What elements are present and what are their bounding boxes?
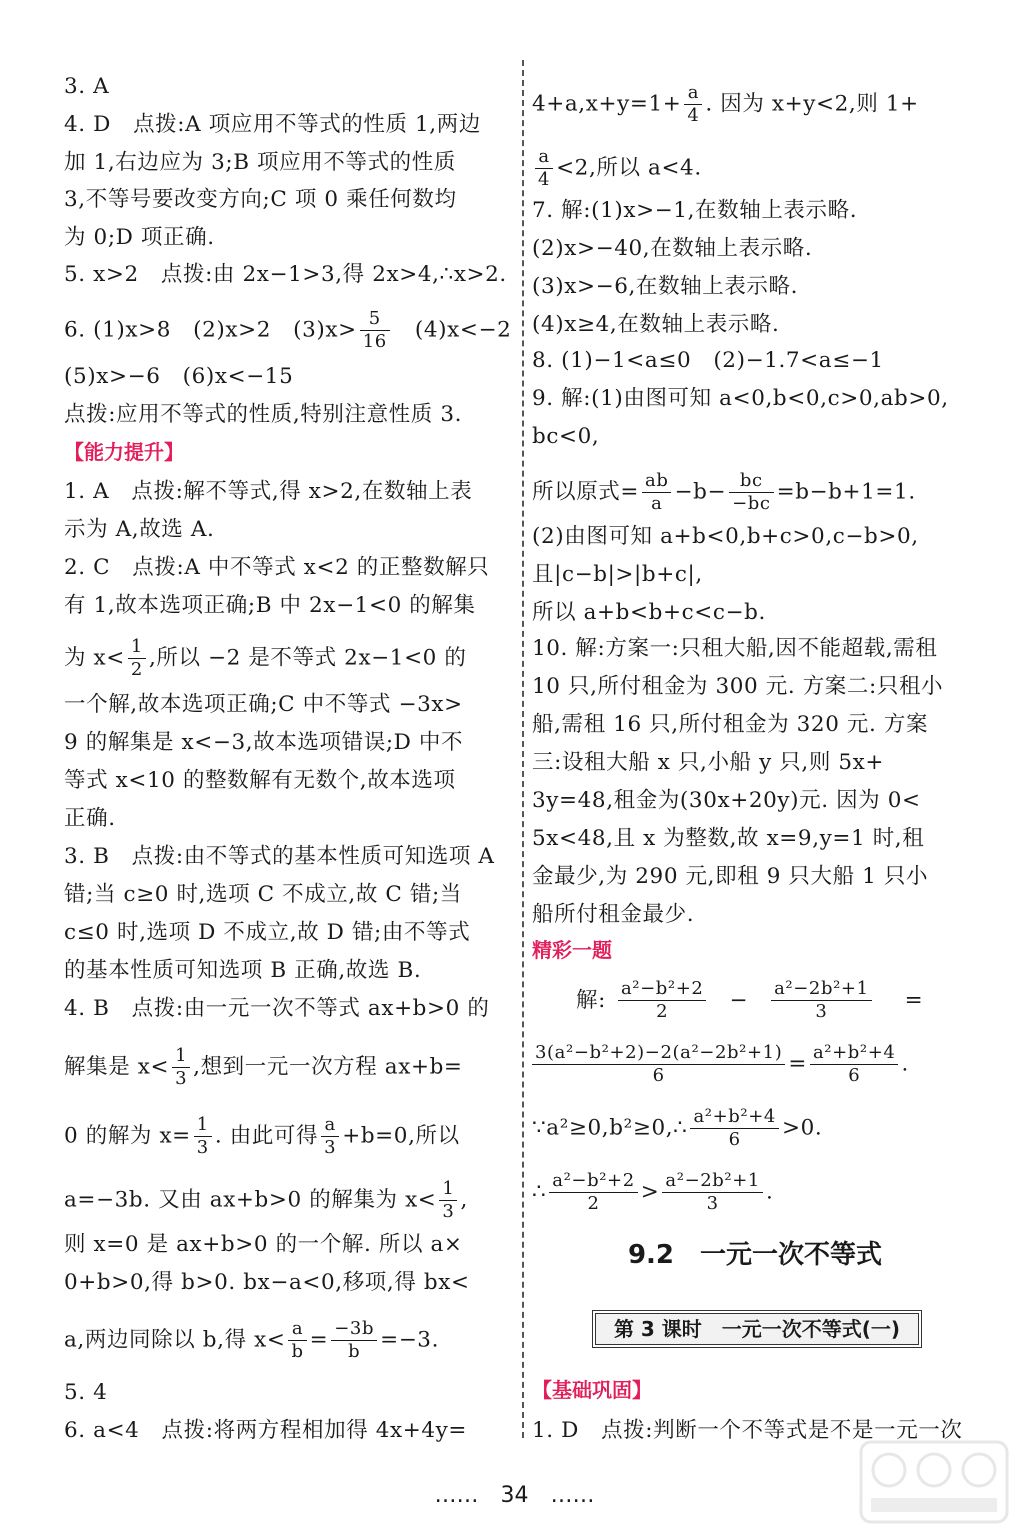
lesson-box [592,1310,922,1348]
fraction: $\frac{\text{a²+b²+4}}{6}$ [690,1106,779,1151]
answer-line: (4)x≥4,在数轴上表示略. [532,312,780,337]
answer-line: 7. 解:(1)x>−1,在数轴上表示略. [532,198,858,223]
fraction: $\frac{a}{3}$ [321,1114,339,1159]
answer-line: 10. 解:方案一:只租大船,因不能超载,需租 [532,636,938,661]
answer-line: 10 只,所付租金为 300 元. 方案二:只租小 [532,674,944,699]
answer-line: 1. A 点拨:解不等式,得 x>2,在数轴上表 [64,479,473,504]
answer-line: 错;当 c≥0 时,选项 C 不成立,故 C 错;当 [64,882,462,907]
answer-line: 等式 x<10 的整数解有无数个,故本选项 [64,768,456,793]
answer-line: 解集是 x< $\frac{1}{3}$ ,想到一元一次方程 ax+b= [64,1045,463,1089]
answer-line: 示为 A,故选 A. [64,517,215,542]
answer-line: 所以原式= $\frac{ab}{a}$ −b− $\frac{bc}{-bc}$ =b−b+1=1. [532,470,916,514]
answer-line: 3. A [64,74,110,99]
answer-line: 3. B 点拨:由不等式的基本性质可知选项 A [64,844,495,869]
answer-line: 1. D 点拨:判断一个不等式是不是一元一次 [532,1418,963,1443]
answer-line: ∵a²≥0,b²≥0,∴ $\frac{\text{a²+b²+4}}{6}$ >0. [532,1106,823,1150]
answer-line: 有 1,故本选项正确;B 中 2x−1<0 的解集 [64,593,476,618]
answer-line: 5x<48,且 x 为整数,故 x=9,y=1 时,租 [532,826,925,851]
answer-line: 点拨:应用不等式的性质,特别注意性质 3. [64,402,463,427]
answer-line: 3y=48,租金为(30x+20y)元. 因为 0< [532,788,921,813]
answer-line: (3)x>−6,在数轴上表示略. [532,274,799,299]
answer-line: ∴ $\frac{\text{a²−b²+2}}{2}$ > $\frac{\text{a²−2b²+1}}{3}$ . [532,1170,774,1214]
fraction: $\frac{a}{b}$ [288,1318,306,1363]
answer-line: a=−3b. 又由 ax+b>0 的解集为 x< $\frac{1}{3}$ , [64,1178,468,1222]
answer-line: a,两边同除以 b,得 x< $\frac{a}{b}$ = $\frac{-3b}{b}$ =−3. [64,1318,440,1362]
answer-line: 9 的解集是 x<−3,故本选项错误;D 中不 [64,730,464,755]
answer-line: c≤0 时,选项 D 不成立,故 D 错;由不等式 [64,920,471,945]
section-tag-highlight: 精彩一题 [532,938,612,962]
fraction: $\frac{\text{a²−2b²+1}}{3}$ [771,978,872,1023]
answer-line: 金最少,为 290 元,即租 9 只大船 1 只小 [532,864,929,889]
answer-line: 解: $\frac{\text{a²−b²+2}}{2}$ − $\frac{\text{a²−2b²+1}}{3}$ = [576,978,924,1022]
fraction: $\frac{bc}{-bc}$ [729,470,774,515]
watermark-logo [859,1440,1009,1524]
answer-line: 船所付租金最少. [532,902,695,927]
section-title: 9.2 一元一次不等式 [627,1240,883,1270]
fraction: $\frac{\text{a²−b²+2}}{2}$ [549,1170,638,1215]
column-divider [522,60,524,1438]
answer-line: 为 0;D 项正确. [64,225,215,250]
fraction: $\frac{\text{a²−2b²+1}}{3}$ [662,1170,763,1215]
answer-line: 加 1,右边应为 3;B 项应用不等式的性质 [64,150,456,175]
fraction: $\frac{5}{16}$ [360,308,390,353]
answer-line: 4+a,x+y=1+ $\frac{a}{4}$ . 因为 x+y<2,则 1+ [532,82,919,126]
answer-line: 则 x=0 是 ax+b>0 的一个解. 所以 a× [64,1232,463,1257]
lesson-title: 第 3 课时 一元一次不等式(一) [595,1313,919,1345]
answer-line: 0+b>0,得 b>0. bx−a<0,移项,得 bx< [64,1270,470,1295]
answer-line: 5. 4 [64,1380,108,1405]
answer-line: 4. B 点拨:由一元一次不等式 ax+b>0 的 [64,996,490,1021]
answer-line: 6. a<4 点拨:将两方程相加得 4x+4y= [64,1418,467,1443]
answer-line: 9. 解:(1)由图可知 a<0,b<0,c>0,ab>0, [532,386,949,411]
fraction: $\frac{a}{4}$ [684,82,702,127]
answer-line: 0 的解为 x= $\frac{1}{3}$ . 由此可得 $\frac{a}{3}$ +b=0,所以 [64,1114,460,1158]
answer-line: 为 x< $\frac{1}{2}$ ,所以 −2 是不等式 2x−1<0 的 [64,636,467,680]
answer-line: 3,不等号要改变方向;C 项 0 乘任何数均 [64,187,457,212]
answer-line: 6. (1)x>8 (2)x>2 (3)x> $\frac{5}{16}$ (4)x<−2 [64,308,512,352]
answer-line: 船,需租 16 只,所付租金为 320 元. 方案 [532,712,929,737]
fraction: $\frac{a}{4}$ [535,146,553,191]
fraction: $\frac{1}{3}$ [172,1045,190,1090]
answer-line: bc<0, [532,424,600,449]
answer-line: $\frac{a}{4}$ <2,所以 a<4. [532,146,702,191]
answer-line: 一个解,故本选项正确;C 中不等式 −3x> [64,692,463,717]
answer-line: 5. x>2 点拨:由 2x−1>3,得 2x>4,∴x>2. [64,262,507,287]
answer-line: 2. C 点拨:A 中不等式 x<2 的正整数解只 [64,555,490,580]
answer-line: 所以 a+b<b+c<c−b. [532,600,766,625]
fraction: $\frac{-3b}{b}$ [331,1318,377,1363]
answer-line: (2)x>−40,在数轴上表示略. [532,236,813,261]
answer-line: (5)x>−6 (6)x<−15 [64,364,294,389]
answer-line: 正确. [64,806,116,831]
fraction: $\frac{ab}{a}$ [642,470,671,515]
fraction: $\frac{\text{a²−b²+2}}{2}$ [618,978,707,1023]
answer-line: 的基本性质可知选项 B 正确,故选 B. [64,958,422,983]
fraction: $\frac{1}{3}$ [194,1114,212,1159]
fraction: $\frac{1}{2}$ [128,636,146,681]
answer-line: 三:设租大船 x 只,小船 y 只,则 5x+ [532,750,884,775]
fraction: $\frac{\text{a²+b²+4}}{6}$ [810,1042,899,1087]
answer-line: 4. D 点拨:A 项应用不等式的性质 1,两边 [64,112,481,137]
fraction: $\frac{1}{3}$ [439,1178,457,1223]
section-tag-ability: 【能力提升】 [64,440,184,464]
answer-line: $\frac{\text{3(a²−b²+2)−2(a²−2b²+1)}}{6}$ = $\frac{\text{a²+b²+4}}{6}$ . [532,1042,909,1087]
fraction: $\frac{\text{3(a²−b²+2)−2(a²−2b²+1)}}{6}$ [532,1042,785,1087]
answer-line: (2)由图可知 a+b<0,b+c>0,c−b>0, [532,524,919,549]
page-number: …… 34 …… [434,1483,595,1508]
answer-line: 且|c−b|>|b+c|, [532,562,703,587]
answer-line: 8. (1)−1<a≤0 (2)−1.7<a≤−1 [532,348,884,373]
section-tag-basic: 【基础巩固】 [532,1378,652,1402]
